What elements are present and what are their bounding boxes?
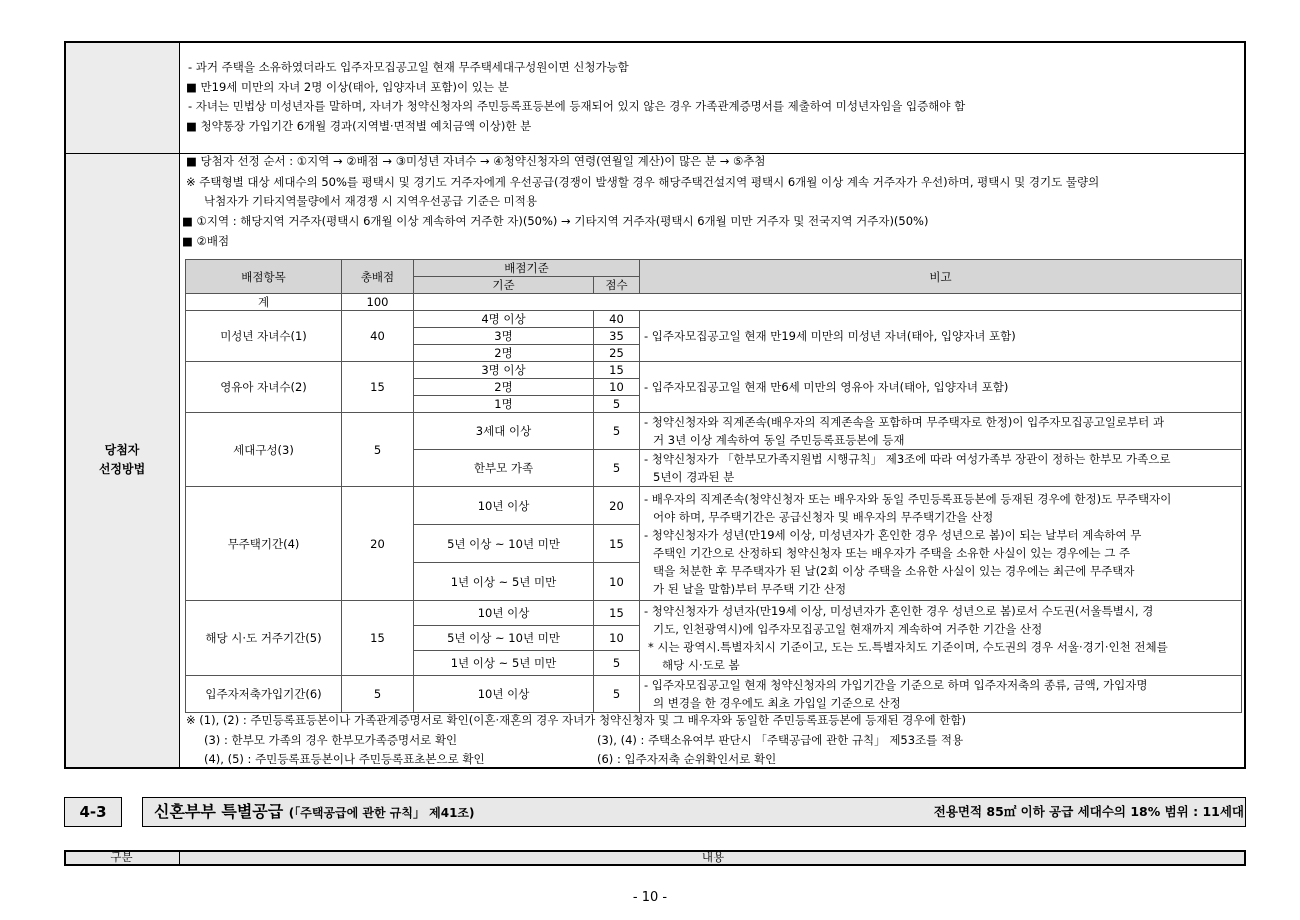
remark-line: 거 3년 이상 계속하여 동일 주민등록표등본에 등재 (653, 433, 905, 447)
header-item: 배점항목 (186, 260, 342, 294)
criteria-basis: 5년 이상 ~ 10년 미만 (414, 626, 594, 651)
criteria-basis: 4명 이상 (414, 311, 594, 328)
item-label: 해당 시·도 거주기간(5) (186, 601, 342, 676)
criteria-basis: 3명 이상 (414, 362, 594, 379)
item-label: 입주자저축가입기간(6) (186, 676, 342, 713)
remark-line: * 시는 광역시.특별자치시 기준이고, 도는 도.특별자치도 기준이며, 수도권의 경우 서울·경기·인천 전체를 (648, 640, 1168, 654)
criteria-basis: 10년 이상 (414, 487, 594, 525)
item-remarks (640, 676, 1242, 713)
item-remarks: - 입주자모집공고일 현재 만6세 미만의 영유아 자녀(태아, 입양자녀 포함) (640, 362, 1242, 413)
criteria-points: 10 (594, 379, 640, 396)
criteria-basis: 1년 이상 ~ 5년 미만 (414, 563, 594, 601)
criteria-basis: 한부모 가족 (414, 450, 594, 487)
criteria-basis: 2명 (414, 379, 594, 396)
remark-line: - 청약신청자가 성년자(만19세 이상, 미성년자가 혼인한 경우 성년으로 봄)로서 수도권(서울특별시, 경 (644, 604, 1154, 618)
criteria-basis: 10년 이상 (414, 676, 594, 713)
criteria-points: 5 (594, 676, 640, 713)
eligibility-line: - 자녀는 민법상 미성년자를 말하며, 자녀가 청약신청자의 주민등록표등본에 등재되어 있지 않은 경우 가족관계증명서를 제출하여 미성년자임을 입증해야 함 (188, 99, 966, 113)
score-table (185, 259, 1242, 713)
footnote-line: ※ (1), (2) : 주민등록표등본이나 가족관계증명서로 확인(이혼·재혼의 경우 자녀가 청약신청자 및 그 배우자와 동일한 주민등록표등본에 등재된 경우에 한함) (186, 713, 966, 727)
region-rule-line: ■ ①지역 : 해당지역 거주자(평택시 6개월 이상 계속하여 거주한 자)(50%) → 기타지역 거주자(평택시 6개월 미만 거주자 및 전국지역 거주자)(50%) (182, 214, 929, 228)
criteria-points: 5 (594, 450, 640, 487)
remark-line: 주택인 기간으로 산정하되 청약신청자 또는 배우자가 주택을 소유한 사실이 있는 경우에는 그 주 (653, 545, 1131, 560)
criteria-points: 10 (594, 563, 640, 601)
item-total: 40 (342, 311, 414, 362)
remark-line: 어야 하며, 무주택기간은 공급신청자 및 배우자의 무주택기간을 산정 (653, 509, 994, 524)
sum-empty (414, 294, 1242, 311)
criteria-points: 20 (594, 487, 640, 525)
item-remarks (640, 413, 1242, 450)
remark-line: - 배우자의 직계존속(청약신청자 또는 배우자와 동일 주민등록표등본에 등재된 경우에 한정)도 무주택자이 (644, 491, 1172, 506)
selection-method-label (64, 441, 180, 479)
selection-order-line: ■ 당첨자 선정 순서 : ①지역 → ②배점 → ③미성년 자녀수 → ④청약신청자의 연령(연월일 계산)이 많은 분 → ⑤추첨 (186, 154, 766, 168)
item-label: 영유아 자녀수(2) (186, 362, 342, 413)
criteria-points: 5 (594, 413, 640, 450)
section-subtitle: (「주택공급에 관한 규칙」 제41조) (288, 806, 475, 820)
remark-line: 택을 처분한 후 무주택자가 된 날(2회 이상 주택을 소유한 사실이 있는 경우에는 최근에 무주택자 (653, 563, 1135, 578)
criteria-basis: 2명 (414, 345, 594, 362)
item-label: 미성년 자녀수(1) (186, 311, 342, 362)
section-title-text: 신혼부부 특별공급 (154, 802, 284, 821)
item-total: 15 (342, 362, 414, 413)
item-total: 20 (342, 487, 414, 601)
item-remarks: - 입주자모집공고일 현재 만19세 미만의 미성년 자녀(태아, 입양자녀 포함) (640, 311, 1242, 362)
label-line: 선정방법 (98, 462, 146, 476)
item-total: 5 (342, 413, 414, 487)
header-points: 점수 (594, 277, 640, 294)
remark-line: 의 변경을 한 경우에도 최초 가입일 기준으로 산정 (653, 696, 901, 710)
header-basis: 기준 (414, 277, 594, 294)
item-remarks (640, 450, 1242, 487)
item-total: 15 (342, 601, 414, 676)
remark-line: - 입주자모집공고일 현재 청약신청자의 가입기간을 기준으로 하며 입주자저축의 종류, 금액, 가입자명 (644, 678, 1148, 692)
item-remarks (640, 601, 1242, 676)
criteria-points: 10 (594, 626, 640, 651)
item-total: 5 (342, 676, 414, 713)
remark-line: - 청약신청자와 직계존속(배우자의 직계존속을 포함하며 무주택자로 한정)이 입주자모집공고일로부터 과 (644, 415, 1165, 429)
criteria-basis: 1년 이상 ~ 5년 미만 (414, 651, 594, 676)
remark-line: 기도, 인천광역시)에 입주자모집공고일 현재까지 계속하여 거주한 기간을 산정 (653, 622, 1043, 636)
score-rule-line: ■ ②배점 (182, 234, 230, 248)
footnote-line: (3) : 한부모 가족의 경우 한부모가족증명서로 확인 (204, 733, 458, 747)
criteria-points: 15 (594, 362, 640, 379)
criteria-points: 5 (594, 651, 640, 676)
criteria-basis: 5년 이상 ~ 10년 미만 (414, 525, 594, 563)
remark-line: 5년이 경과된 분 (653, 470, 735, 484)
remark-line: 가 된 날을 말함)부터 무주택 기간 산정 (653, 581, 847, 596)
priority-note-line: 낙첨자가 기타지역물량에서 재경쟁 시 지역우선공급 기준은 미적용 (204, 194, 537, 208)
criteria-basis: 3세대 이상 (414, 413, 594, 450)
footnote-line: (3), (4) : 주택소유여부 판단시 「주택공급에 관한 규칙」 제53조를 적용 (597, 733, 964, 747)
section-title (154, 802, 475, 823)
criteria-basis: 3명 (414, 328, 594, 345)
criteria-points: 35 (594, 328, 640, 345)
criteria-points: 15 (594, 601, 640, 626)
criteria-points: 40 (594, 311, 640, 328)
header-gubun: 구분 (64, 850, 180, 866)
footnote-line: (6) : 입주자저축 순위확인서로 확인 (597, 752, 777, 766)
criteria-basis: 1명 (414, 396, 594, 413)
eligibility-line: ■ 만19세 미만의 자녀 2명 이상(태아, 입양자녀 포함)이 있는 분 (186, 80, 509, 94)
remark-line: 해당 시·도로 봄 (662, 658, 740, 672)
header-remarks: 비고 (640, 260, 1242, 294)
criteria-points: 25 (594, 345, 640, 362)
section-supply-summary: 전용면적 85㎡ 이하 공급 세대수의 18% 범위 : 11세대 (933, 804, 1244, 819)
priority-note-line: ※ 주택형별 대상 세대수의 50%를 평택시 및 경기도 거주자에게 우선공급(경쟁이 발생할 경우 해당주택건설지역 평택시 6개월 이상 계속 거주자가 우선)하며, 평택시 및 경기도 물량의 (186, 175, 1100, 189)
label-line: 당첨자 (104, 443, 140, 457)
remark-line: - 청약신청자가 「한부모가족지원법 시행규칙」 제3조에 따라 여성가족부 장관이 정하는 한부모 가족으로 (644, 452, 1171, 466)
criteria-points: 15 (594, 525, 640, 563)
criteria-basis: 10년 이상 (414, 601, 594, 626)
section-number: 4-3 (64, 797, 122, 827)
sum-label: 계 (186, 294, 342, 311)
footnote-line: (4), (5) : 주민등록표등본이나 주민등록표초본으로 확인 (204, 752, 485, 766)
header-content: 내용 (701, 850, 725, 864)
remark-line: - 청약신청자가 성년(만19세 이상, 미성년자가 혼인한 경우 성년으로 봄)이 되는 날부터 계속하여 무 (644, 527, 1142, 542)
page-number: - 10 - (632, 890, 668, 905)
item-remarks (640, 487, 1242, 601)
header-total: 총배점 (342, 260, 414, 294)
header-criteria: 배점기준 (414, 260, 640, 277)
sum-value: 100 (342, 294, 414, 311)
item-label: 세대구성(3) (186, 413, 342, 487)
eligibility-line: - 과거 주택을 소유하였더라도 입주자모집공고일 현재 무주택세대구성원이면 신청가능함 (188, 60, 629, 74)
item-label: 무주택기간(4) (186, 487, 342, 601)
eligibility-line: ■ 청약통장 가입기간 6개월 경과(지역별·면적별 예치금액 이상)한 분 (186, 119, 532, 133)
criteria-points: 5 (594, 396, 640, 413)
